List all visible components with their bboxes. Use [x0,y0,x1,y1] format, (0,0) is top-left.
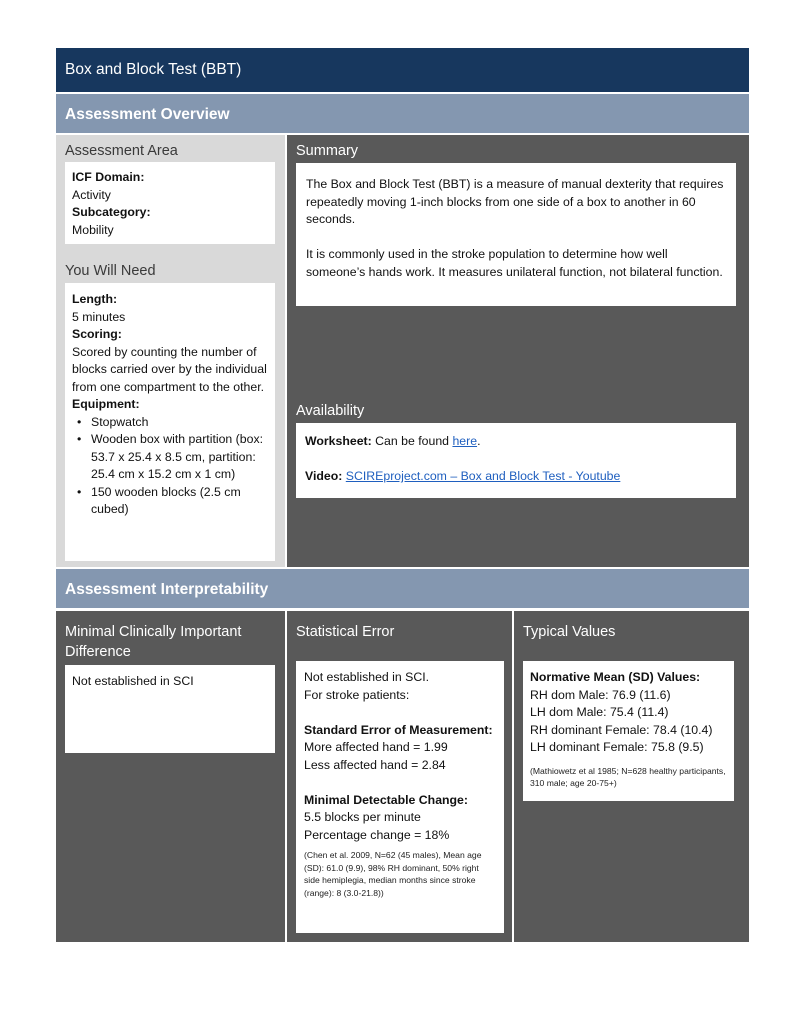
subcategory-label: Subcategory: [72,205,151,219]
statistical-error-citation: (Chen et al. 2009, N=62 (45 males), Mean age (SD): 61.0 (9.9), 98% RH dominant, 50% right side hemiplegia, median months since stroke (range): 8 (3.0-21.8)) [304,850,482,898]
statistical-error-line-2: For stroke patients: [304,687,410,702]
typical-values-card [523,661,734,801]
mdc-blocks: 5.5 blocks per minute [304,810,421,824]
summary-panel [287,135,749,567]
video-link[interactable]: SCIREproject.com – Box and Block Test - Youtube [345,469,621,483]
assessment-interpretability-header: Assessment Interpretability [56,569,749,608]
statistical-error-line-1: Not established in SCI. [304,670,430,684]
worksheet-label: Worksheet: [305,434,372,448]
length-label: Length: [72,292,118,306]
worksheet-text: Can be found [371,434,453,448]
worksheet-link[interactable]: here [452,434,478,448]
scoring-value: Scored by counting the number of blocks carried over by the individual from one compartment to the other. [72,344,267,394]
scoring-label: Scoring: [72,327,122,341]
availability-heading: Availability [296,403,365,419]
you-will-need-card [65,283,275,561]
length-value: 5 minutes [72,309,126,324]
availability-card [296,423,736,498]
sem-label: Standard Error of Measurement: [304,722,493,737]
list-item: RH dom Male: 76.9 (11.6) [530,687,671,702]
equipment-label: Equipment: [72,397,140,411]
typical-values-citation: (Mathiowetz et al 1985; N=628 healthy participants, 310 male; age 20-75+) [530,765,726,788]
mdc-percentage: Percentage change = 18% [304,827,450,842]
mcid-heading: Minimal Clinically Important Difference [65,624,242,660]
subcategory-value: Mobility [72,222,114,237]
statistical-error-panel [287,611,512,942]
mdc-label: Minimal Detectable Change: [304,792,468,807]
mcid-panel [56,611,285,942]
typical-values-heading: Typical Values [523,624,616,640]
assessment-area-card [65,162,275,244]
worksheet-end: . [477,434,481,448]
assessment-area-heading: Assessment Area [65,143,178,159]
page-title: Box and Block Test (BBT) [56,48,749,92]
equipment-list [72,414,268,519]
list-item: • Stopwatch [72,414,268,432]
list-item: • 150 wooden blocks (2.5 cm cubed) [72,484,268,519]
mcid-text: Not established in SCI [72,674,194,688]
typical-values-panel [514,611,749,942]
list-item: RH dominant Female: 78.4 (10.4) [530,722,713,737]
sem-more-affected: More affected hand = 1.99 [304,740,448,754]
you-will-need-heading: You Will Need [65,263,156,279]
statistical-error-heading: Statistical Error [296,624,395,640]
sem-less-affected: Less affected hand = 2.84 [304,757,446,772]
icf-domain-value: Activity [72,187,111,202]
list-item: LH dom Male: 75.4 (11.4) [530,705,669,719]
assessment-area-panel [56,135,285,567]
list-item: LH dominant Female: 75.8 (9.5) [530,740,704,754]
assessment-overview-header: Assessment Overview [56,94,749,133]
summary-card [296,163,736,306]
summary-paragraph-1: The Box and Block Test (BBT) is a measure of manual dexterity that requires repeatedly moving 1-inch blocks from one side of a box to another in 60 seconds. [306,177,724,226]
summary-paragraph-2: It is commonly used in the stroke population to determine how well someone’s hands work. It measures unilateral function, not bilateral function. [306,247,723,279]
statistical-error-card [296,661,504,933]
list-item: • Wooden box with partition (box: 53.7 x 25.4 x 8.5 cm, partition: 25.4 cm x 15.2 cm x 1 cm) [72,431,268,484]
normative-values-label: Normative Mean (SD) Values: [530,670,701,684]
icf-domain-label: ICF Domain: [72,170,145,184]
video-label: Video: [305,469,343,483]
mcid-card [65,665,275,753]
summary-heading: Summary [296,143,359,159]
